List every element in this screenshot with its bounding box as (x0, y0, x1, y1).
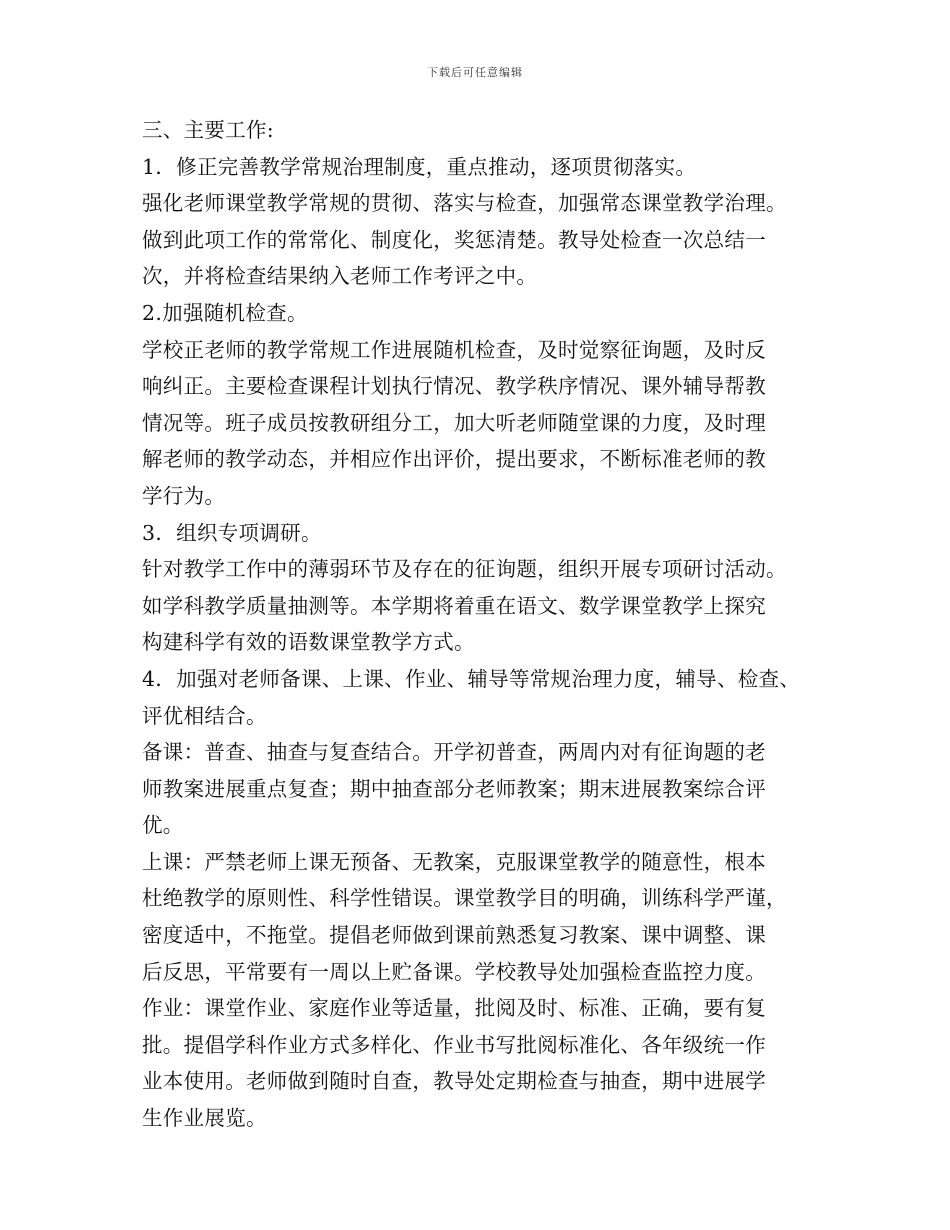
paragraph-line: 次，并将检查结果纳入老师工作考评之中。 (142, 264, 538, 289)
item-heading-4-cont: 评优相结合。 (142, 703, 267, 728)
item-heading-4: 4．加强对老师备课、上课、作业、辅导等常规治理力度，辅导、检查、 (142, 666, 801, 691)
paragraph-line: 学校正老师的教学常规工作进展随机检查，及时觉察征询题，及时反 (142, 337, 766, 362)
paragraph-line: 优。 (142, 813, 184, 838)
paragraph-line: 情况等。班子成员按教研组分工，加大听老师随堂课的力度，及时理 (142, 410, 766, 435)
item-heading-3: 3．组织专项调研。 (142, 520, 322, 545)
paragraph-line: 如学科教学质量抽测等。本学期将着重在语文、数学课堂教学上探究 (142, 593, 766, 618)
paragraph-line: 杜绝教学的原则性、科学性错误。课堂教学目的明确，训练科学严谨， (142, 886, 787, 911)
section-heading: 三、主要工作: (142, 118, 275, 142)
paragraph-line: 师教案进展重点复查；期中抽查部分老师教案；期末进展教案综合评 (142, 776, 766, 801)
paragraph-line: 学行为。 (142, 483, 226, 508)
paragraph-line: 上课：严禁老师上课无预备、无教案，克服课堂教学的随意性，根本 (142, 849, 766, 874)
paragraph-line: 批。提倡学科作业方式多样化、作业书写批阅标准化、各年级统一作 (142, 1032, 766, 1057)
paragraph-line: 强化老师课堂教学常规的贯彻、落实与检查，加强常态课堂教学治理。 (142, 191, 787, 216)
paragraph-line: 业本使用。老师做到随时自查，教导处定期检查与抽查，期中进展学 (142, 1069, 766, 1094)
paragraph-line: 作业：课堂作业、家庭作业等适量，批阅及时、标准、正确，要有复 (142, 996, 766, 1021)
paragraph-line: 构建科学有效的语数课堂教学方式。 (142, 630, 475, 655)
paragraph-line: 生作业展览。 (142, 1106, 267, 1131)
paragraph-line: 针对教学工作中的薄弱环节及存在的征询题，组织开展专项研讨活动。 (142, 557, 787, 582)
paragraph-line: 备课：普查、抽查与复查结合。开学初普查，两周内对有征询题的老 (142, 740, 766, 765)
page-header-note: 下载后可任意编辑 (427, 66, 523, 79)
item-heading-2: 2.加强随机检查。 (142, 300, 308, 325)
paragraph-line: 做到此项工作的常常化、制度化，奖惩清楚。教导处检查一次总结一 (142, 227, 766, 252)
item-heading-1: 1．修正完善教学常规治理制度，重点推动，逐项贯彻落实。 (142, 154, 697, 179)
paragraph-line: 密度适中，不拖堂。提倡老师做到课前熟悉复习教案、课中调整、课 (142, 923, 766, 948)
paragraph-line: 解老师的教学动态，并相应作出评价，提出要求，不断标准老师的教 (142, 447, 766, 472)
document-body (142, 112, 842, 1137)
paragraph-line: 响纠正。主要检查课程计划执行情况、教学秩序情况、课外辅导帮教 (142, 374, 766, 399)
paragraph-line: 后反思，平常要有一周以上贮备课。学校教导处加强检查监控力度。 (142, 959, 766, 984)
